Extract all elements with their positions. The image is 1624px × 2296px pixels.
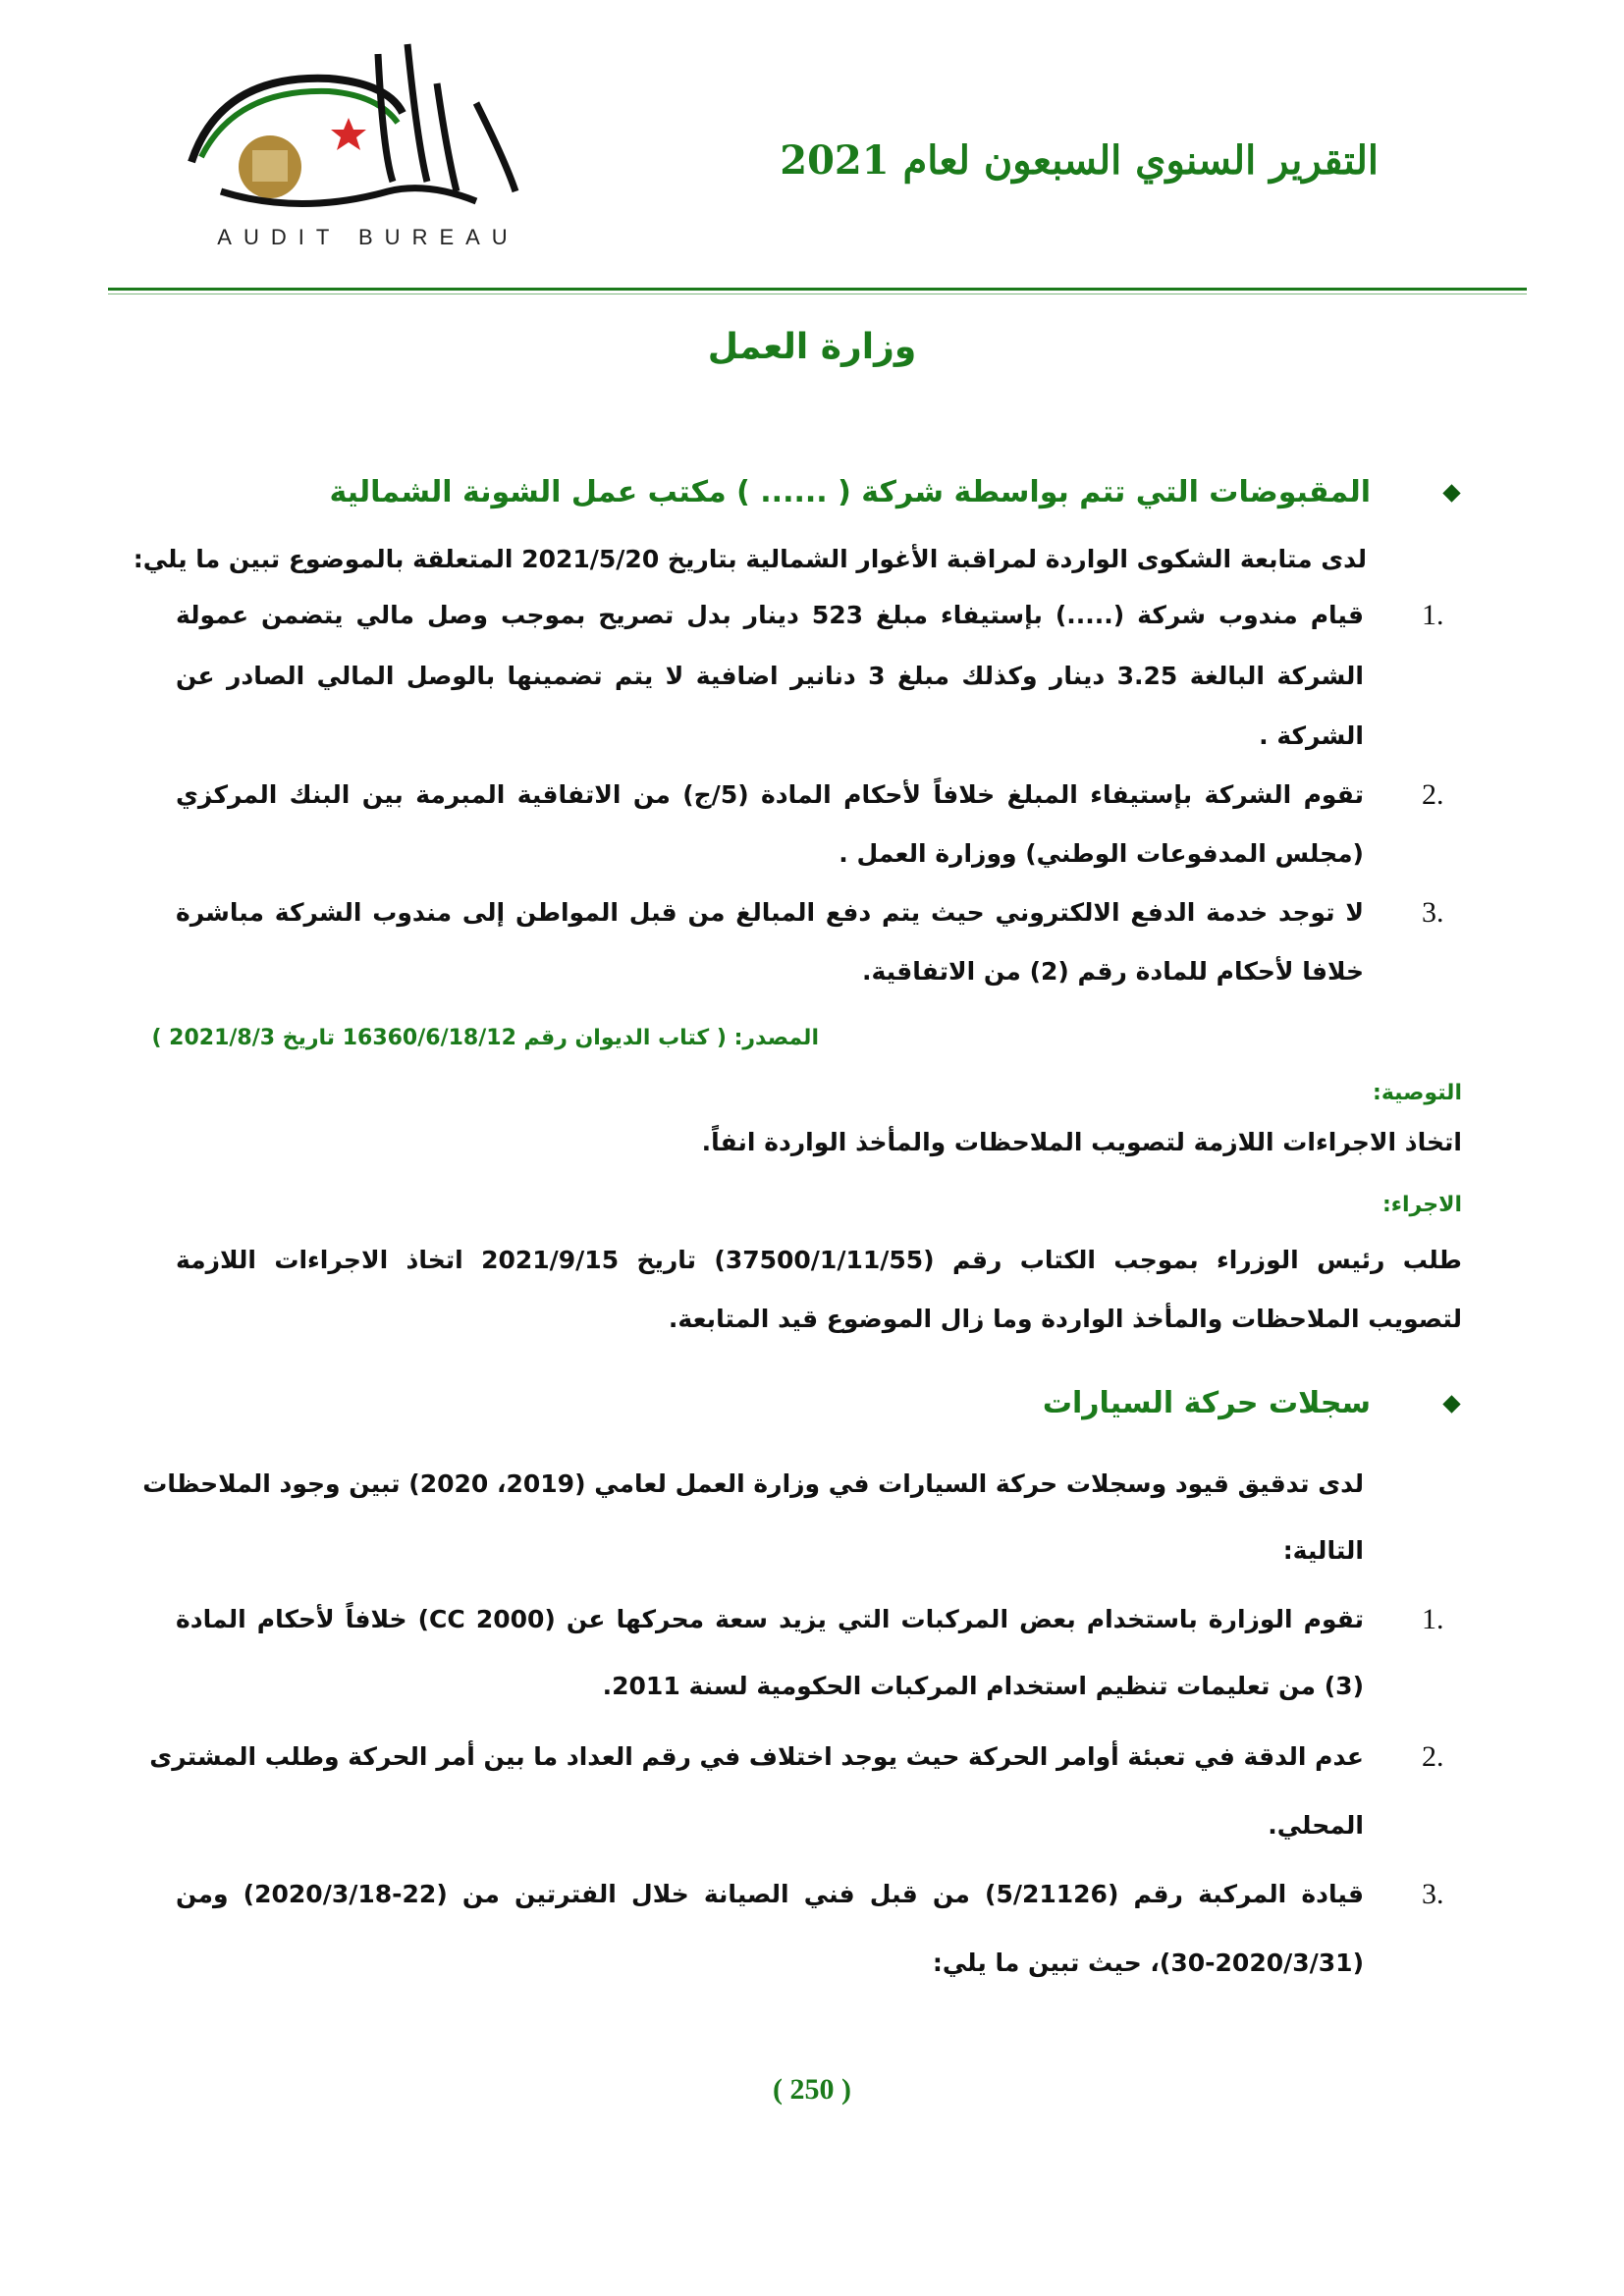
section-heading: المقبوضات التي تتم بواسطة شركة ( ...... ) مكتب عمل الشونة الشمالية bbox=[329, 475, 1371, 509]
list-item-line: المحلي. bbox=[1268, 1811, 1364, 1840]
section-intro: لدى متابعة الشكوى الواردة لمراقبة الأغوار الشمالية بتاريخ 2021/5/20 المتعلقة بالموضوع تبين ما يلي: bbox=[133, 545, 1367, 573]
action-text-line: طلب رئيس الوزراء بموجب الكتاب رقم (37500/1/11/55) تاريخ 2021/9/15 اتخاذ الاجراءات اللازمة bbox=[176, 1246, 1462, 1274]
section-intro-line: لدى تدقيق قيود وسجلات حركة السيارات في وزارة العمل لعامي (2019، 2020) تبين وجود الملاحظات bbox=[142, 1469, 1364, 1498]
list-item-line: خلافا لأحكام للمادة رقم (2) من الاتفاقية. bbox=[862, 957, 1364, 986]
report-title: التقرير السنوي السبعون لعام 2021 bbox=[780, 137, 1379, 184]
list-item-line: تقوم الشركة بإستيفاء المبلغ خلافاً لأحكام المادة (5/ج) من الاتفاقية المبرمة بين البنك المركزي bbox=[176, 780, 1364, 809]
section-heading: سجلات حركة السيارات bbox=[1042, 1386, 1371, 1420]
list-item-line: لا توجد خدمة الدفع الالكتروني حيث يتم دفع المبالغ من قبل المواطن إلى مندوب الشركة مباشرة bbox=[176, 898, 1364, 927]
list-item-line: تقوم الوزارة باستخدام بعض المركبات التي يزيد سعة محركها عن (CC 2000) خلافاً لأحكام المادة bbox=[176, 1605, 1364, 1633]
ministry-title: وزارة العمل bbox=[707, 327, 917, 367]
list-number: 2. bbox=[1422, 778, 1444, 811]
source-reference: المصدر: ( كتاب الديوان رقم 16360/6/18/12 تاريخ 2021/8/3 ) bbox=[151, 1026, 819, 1050]
list-item-line: عدم الدقة في تعبئة أوامر الحركة حيث يوجد اختلاف في رقم العداد ما بين أمر الحركة وطلب المشترى bbox=[149, 1742, 1364, 1771]
action-label: الاجراء: bbox=[1381, 1193, 1462, 1217]
section-intro-line: التالية: bbox=[1282, 1536, 1364, 1565]
action-text-line: لتصويب الملاحظات والمأخذ الواردة وما زال الموضوع قيد المتابعة. bbox=[668, 1305, 1462, 1333]
recommendation-label: التوصية: bbox=[1373, 1081, 1462, 1105]
page-number: ( 250 ) bbox=[773, 2073, 851, 2106]
list-item-line: (3) من تعليمات تنظيم استخدام المركبات الحكومية لسنة 2011. bbox=[602, 1672, 1364, 1700]
list-item-line: الشركة البالغة 3.25 دينار وكذلك مبلغ 3 دنانير اضافية لا يتم تضمينها بالوصل المالي الصادر عن bbox=[176, 662, 1364, 690]
list-number: 1. bbox=[1422, 1603, 1444, 1635]
list-item-line: (30-2020/3/31)، حيث تبين ما يلي: bbox=[932, 1949, 1364, 1977]
header-divider bbox=[108, 288, 1527, 291]
bullet-diamond-icon bbox=[1442, 484, 1460, 502]
list-item-line: الشركة . bbox=[1259, 721, 1364, 750]
logo-emblem-icon bbox=[182, 34, 555, 221]
list-number: 1. bbox=[1422, 599, 1444, 631]
list-number: 3. bbox=[1422, 1878, 1444, 1910]
recommendation-text: اتخاذ الاجراءات اللازمة لتصويب الملاحظات والمأخذ الواردة انفاً. bbox=[701, 1128, 1462, 1156]
list-number: 3. bbox=[1422, 896, 1444, 929]
list-item-line: (مجلس المدفوعات الوطني) ووزارة العمل . bbox=[839, 839, 1364, 868]
list-item-line: قيادة المركبة رقم (5/21126) من قبل فني الصيانة خلال الفترتين من (22-2020/3/18) ومن bbox=[176, 1880, 1364, 1908]
list-item-line: قيام مندوب شركة (.....) بإستيفاء مبلغ 523 دينار بدل تصريح بموجب وصل مالي يتضمن عمولة bbox=[176, 601, 1364, 629]
list-number: 2. bbox=[1422, 1740, 1444, 1773]
logo-caption: AUDIT BUREAU bbox=[217, 225, 519, 249]
audit-bureau-logo bbox=[182, 34, 555, 255]
bullet-diamond-icon bbox=[1442, 1395, 1460, 1413]
